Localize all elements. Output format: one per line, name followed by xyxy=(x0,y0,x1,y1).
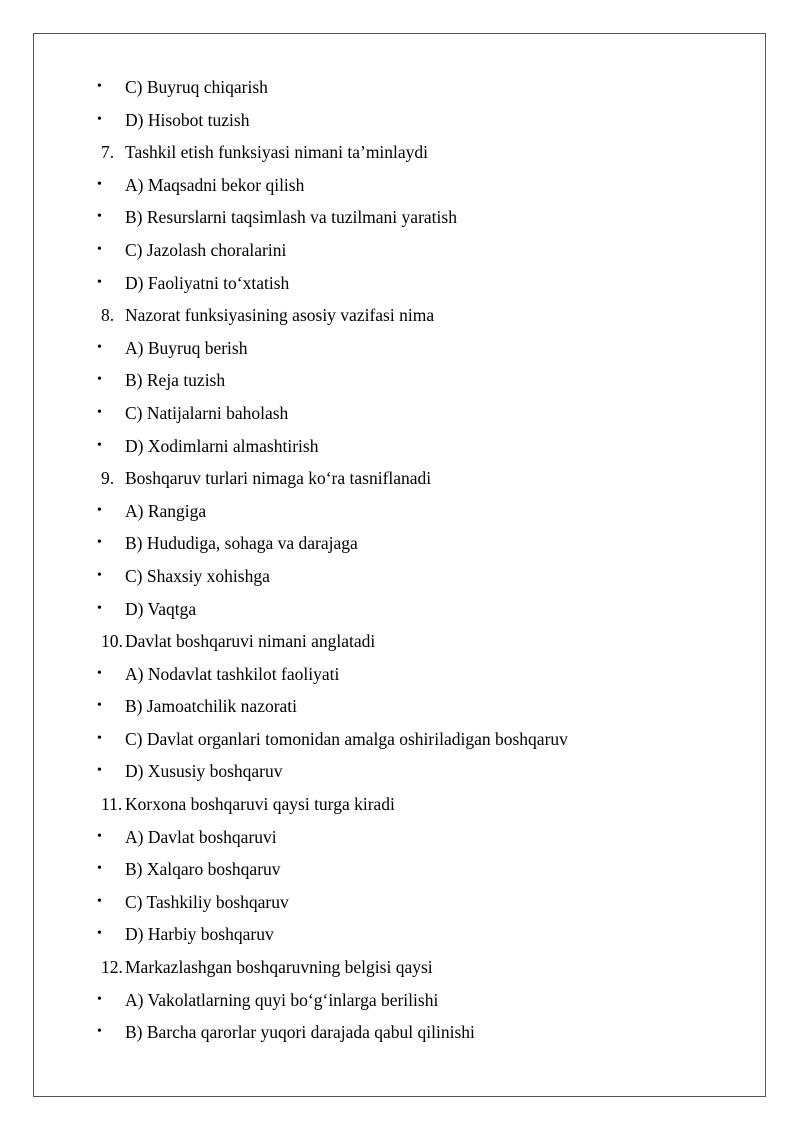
bullet-marker: • xyxy=(97,502,102,518)
answer-option-text: D) Faoliyatni to‘xtatish xyxy=(125,272,290,293)
question-heading xyxy=(0,951,800,984)
answer-option-text: A) Buyruq berish xyxy=(125,337,248,358)
answer-option xyxy=(0,658,800,691)
document-body xyxy=(0,71,800,1049)
answer-option xyxy=(0,527,800,560)
bullet-marker: • xyxy=(97,698,102,714)
question-number: 11. xyxy=(101,794,123,815)
answer-option-text: C) Jazolash choralarini xyxy=(125,239,287,260)
answer-option xyxy=(0,495,800,528)
question-text: Davlat boshqaruvi nimani anglatadi xyxy=(125,631,376,652)
question-text: Korxona boshqaruvi qaysi turga kiradi xyxy=(125,794,395,815)
answer-option-text: C) Buyruq chiqarish xyxy=(125,77,268,97)
bullet-marker: • xyxy=(97,1024,102,1040)
answer-option xyxy=(0,593,800,626)
answer-option-text: B) Resurslarni taqsimlash va tuzilmani yaratish xyxy=(125,207,457,228)
answer-option-text: B) Barcha qarorlar yuqori darajada qabul qilinishi xyxy=(125,1022,475,1043)
answer-option-text: C) Shaxsiy xohishga xyxy=(125,565,270,586)
answer-option xyxy=(0,723,800,756)
answer-option-text: A) Vakolatlarning quyi bo‘g‘inlarga berilishi xyxy=(125,989,439,1010)
bullet-marker: • xyxy=(97,79,102,94)
answer-option xyxy=(0,430,800,463)
answer-option xyxy=(0,821,800,854)
answer-option-text: D) Vaqtga xyxy=(125,598,197,619)
answer-option xyxy=(0,397,800,430)
question-heading xyxy=(0,299,800,332)
question-text: Markazlashgan boshqaruvning belgisi qaysi xyxy=(125,957,433,978)
answer-option-text: A) Davlat boshqaruvi xyxy=(125,826,277,847)
bullet-marker: • xyxy=(97,274,102,290)
answer-option-text: D) Harbiy boshqaruv xyxy=(125,924,274,945)
question-number: 9. xyxy=(101,468,115,489)
answer-option-text: B) Xalqaro boshqaruv xyxy=(125,859,281,880)
bullet-marker: • xyxy=(97,665,102,681)
answer-option-text: A) Nodavlat tashkilot faoliyati xyxy=(125,663,340,684)
answer-option-text: C) Tashkiliy boshqaruv xyxy=(125,891,289,912)
bullet-marker: • xyxy=(97,535,102,551)
answer-option xyxy=(0,71,800,104)
bullet-marker: • xyxy=(97,828,102,844)
bullet-marker: • xyxy=(97,372,102,388)
answer-option xyxy=(0,169,800,202)
bullet-marker: • xyxy=(97,437,102,453)
bullet-marker: • xyxy=(97,404,102,420)
question-number: 7. xyxy=(101,142,115,163)
question-heading xyxy=(0,462,800,495)
question-heading xyxy=(0,136,800,169)
answer-option-text: B) Hududiga, sohaga va darajaga xyxy=(125,533,358,554)
answer-option xyxy=(0,560,800,593)
answer-option-text: B) Reja tuzish xyxy=(125,370,226,391)
question-number: 8. xyxy=(101,305,115,326)
answer-option xyxy=(0,755,800,788)
answer-option xyxy=(0,267,800,300)
answer-option-text: C) Davlat organlari tomonidan amalga oshiriladigan boshqaruv xyxy=(125,728,568,749)
bullet-marker: • xyxy=(97,730,102,746)
bullet-marker: • xyxy=(97,339,102,355)
bullet-marker: • xyxy=(97,176,102,192)
answer-option xyxy=(0,886,800,919)
bullet-marker: • xyxy=(97,893,102,909)
bullet-marker: • xyxy=(97,991,102,1007)
answer-option xyxy=(0,332,800,365)
answer-option xyxy=(0,234,800,267)
question-heading xyxy=(0,788,800,821)
bullet-marker: • xyxy=(97,926,102,942)
answer-option-text: B) Jamoatchilik nazorati xyxy=(125,696,298,717)
question-number: 10. xyxy=(101,631,123,652)
answer-option-text: A) Rangiga xyxy=(125,500,207,521)
answer-option xyxy=(0,984,800,1017)
answer-option-text: D) Xodimlarni almashtirish xyxy=(125,435,319,456)
answer-option-text: C) Natijalarni baholash xyxy=(125,402,289,423)
bullet-marker: • xyxy=(97,111,102,127)
bullet-marker: • xyxy=(97,763,102,779)
answer-option xyxy=(0,853,800,886)
answer-option xyxy=(0,104,800,137)
answer-option xyxy=(0,1016,800,1049)
answer-option xyxy=(0,201,800,234)
question-heading xyxy=(0,625,800,658)
question-number: 12. xyxy=(101,957,123,978)
answer-option-text: D) Xususiy boshqaruv xyxy=(125,761,283,782)
bullet-marker: • xyxy=(97,861,102,877)
question-text: Tashkil etish funksiyasi nimani ta’minlaydi xyxy=(125,142,429,163)
question-text: Nazorat funksiyasining asosiy vazifasi nima xyxy=(125,305,435,326)
bullet-marker: • xyxy=(97,241,102,257)
bullet-marker: • xyxy=(97,209,102,225)
answer-option xyxy=(0,918,800,951)
answer-option-text: A) Maqsadni bekor qilish xyxy=(125,174,305,195)
bullet-marker: • xyxy=(97,567,102,583)
question-text: Boshqaruv turlari nimaga ko‘ra tasniflanadi xyxy=(125,468,432,489)
bullet-marker: • xyxy=(97,600,102,616)
answer-option-text: D) Hisobot tuzish xyxy=(125,109,250,130)
answer-option xyxy=(0,364,800,397)
answer-option xyxy=(0,690,800,723)
